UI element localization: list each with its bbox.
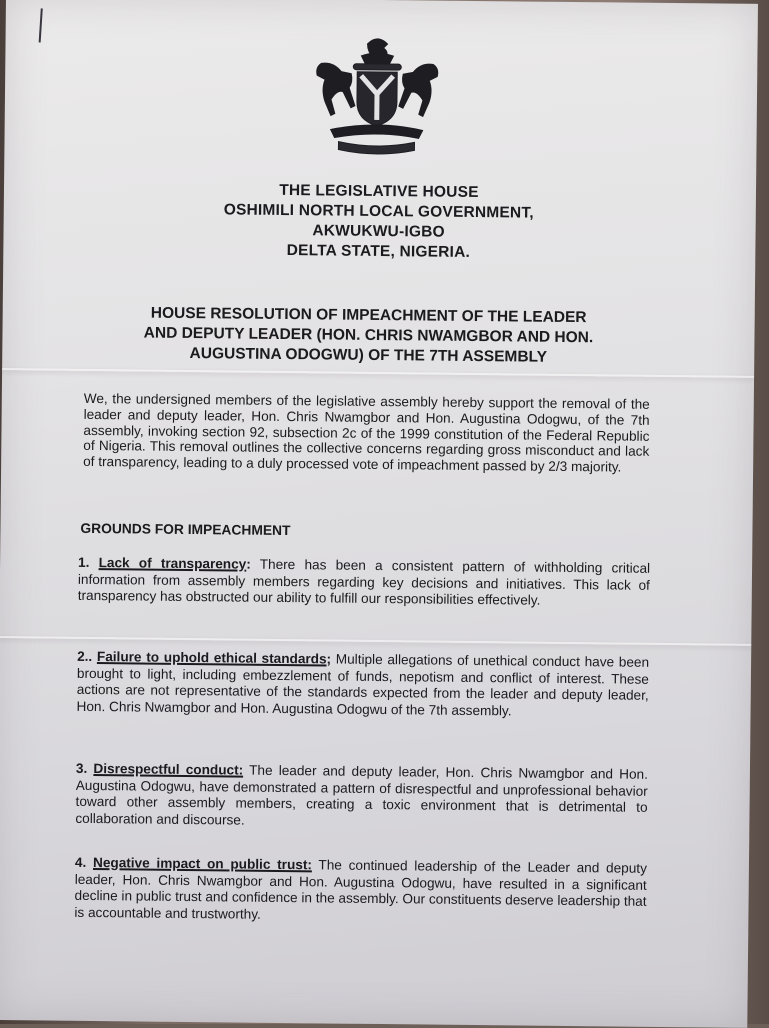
- ground-item-3: [75, 761, 648, 833]
- paper-fold: [2, 368, 754, 378]
- ground-number: 2..: [77, 648, 93, 665]
- resolution-title-line-2: AND DEPUTY LEADER (HON. CHRIS NWAMGBOR AND HON.: [143, 324, 594, 347]
- grounds-heading: GROUNDS FOR IMPEACHMENT: [80, 520, 291, 539]
- letterhead-line-4: DELTA STATE, NIGERIA.: [286, 242, 471, 261]
- resolution-title-line-1: HOUSE RESOLUTION OF IMPEACHMENT OF THE LEADER: [150, 304, 587, 327]
- ground-item-2: 2.. Failure to uphold ethical standards; Multiple allegations of unethical conduct have been brought to light, including embezzlement of funds, nepotism and conflict of interest. These actions are not representative of the standards expected from the leader and deputy leader, Hon. Chris Nwamgbor and Hon. Augustina Odogwu of the 7th assembly.: [76, 648, 650, 719]
- ground-text: There has been a consistent pattern of withholding critical information from assembly members regarding key decisions and initiatives. This lack of transparency has obstructed our ability to fulfill our responsibilities effectively.: [77, 556, 651, 608]
- letterhead-line-2: OSHIMILI NORTH LOCAL GOVERNMENT,: [223, 201, 534, 222]
- ground-title: Failure to uphold ethical standards: [96, 649, 327, 667]
- ground-text: The continued leadership of the Leader and deputy leader, Hon. Chris Nwamgbor and Hon. Augustina Odogwu, have resulted in a significant decline in public trust and confidence in the assembly. Our constituents deserve leadership that is accountable and trustworthy.: [74, 857, 648, 922]
- pen-mark: [39, 8, 43, 42]
- ground-number: 4.: [74, 854, 87, 870]
- ground-text: Multiple allegations of unethical conduct have been brought to light, including embezzlement of funds, nepotism and conflict of interest. These actions are not representative of the standards expected from the leader and deputy leader, Hon. Chris Nwamgbor and Hon. Augustina Odogwu of the 7th assembly.: [76, 651, 650, 719]
- ground-title: Disrespectful conduct:: [93, 761, 244, 778]
- letterhead: [143, 180, 614, 265]
- resolution-title-line-3: AUGUSTINA ODOGWU) OF THE 7TH ASSEMBLY: [189, 345, 548, 366]
- letterhead-line-3: AKWUKWU-IGBO: [312, 222, 445, 241]
- ground-text: The leader and deputy leader, Hon. Chris Nwamgbor and Hon. Augustina Odogwu, have demonstrated a pattern of disrespectful and unprofessional behavior toward other assembly members, creating a toxic environment that is detrimental to collaboration and discourse.: [75, 762, 648, 828]
- ground-item-4: [74, 855, 647, 927]
- ground-number: 3.: [75, 760, 88, 776]
- paper-fold: [0, 636, 751, 646]
- ground-title: Lack of transparency: [98, 555, 247, 572]
- ground-number: 1.: [78, 554, 90, 570]
- ground-item-1: 1. Lack of transparency: There has been a consistent pattern of withholding critical information from assembly members regarding key decisions and initiatives. This lack of transparency has obstructed our ability to fulfill our responsibilities effectively.: [77, 554, 651, 608]
- coat-of-arms-icon: [300, 33, 453, 159]
- resolution-title: [88, 303, 649, 369]
- letterhead-line-1: THE LEGISLATIVE HOUSE: [279, 181, 479, 202]
- ground-title: Negative impact on public trust:: [92, 855, 313, 873]
- intro-paragraph: We, the undersigned members of the legislative assembly hereby support the removal of the leader and deputy leader, Hon. Chris Nwamgbor and Hon. Augustina Odogwu, of the 7th assembly, invoking section 92, subsection 2c of the 1999 constitution of the Federal Republic of Nigeria. This removal outlines the collective concerns regarding gross misconduct and lack of transparency, leading to a duly processed vote of impeachment passed by 2/3 majority.: [83, 390, 650, 475]
